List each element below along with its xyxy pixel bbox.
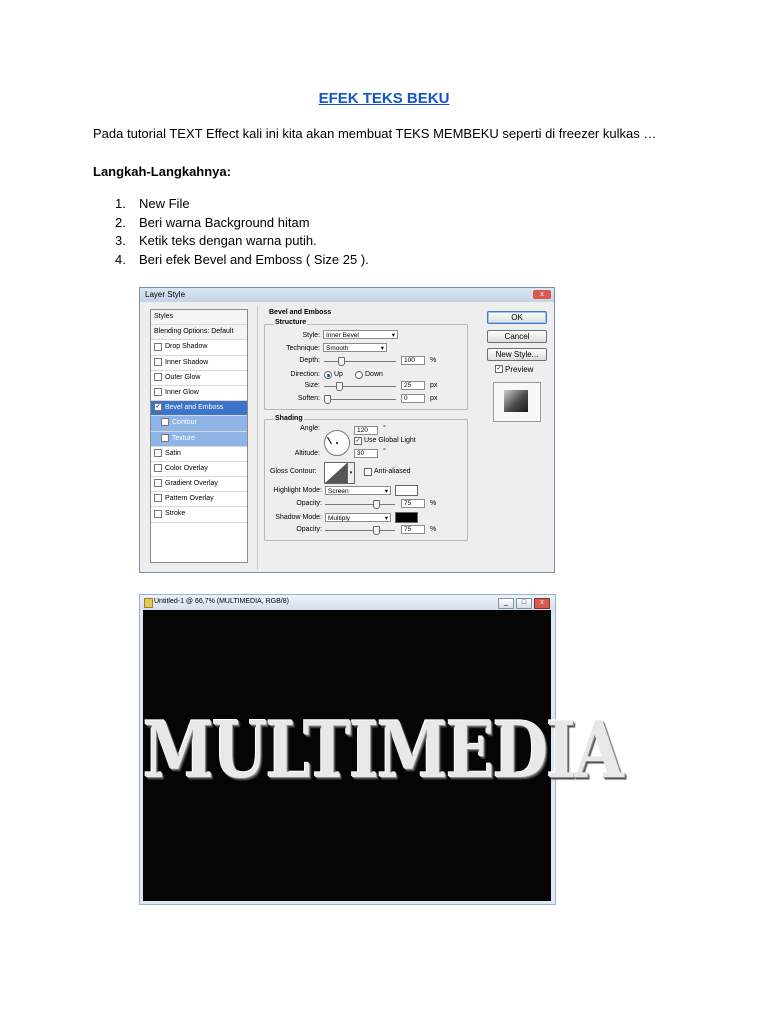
direction-label: Direction: xyxy=(290,371,320,378)
chevron-down-icon[interactable]: ▾ xyxy=(347,462,355,484)
preview-image xyxy=(504,390,528,412)
style-item-color-overlay[interactable] xyxy=(151,462,247,477)
preview-label: Preview xyxy=(505,365,534,374)
style-item-stroke[interactable] xyxy=(151,507,247,522)
bevel-style-select[interactable] xyxy=(323,330,398,339)
preview-thumbnail xyxy=(493,382,541,422)
slider-thumb[interactable] xyxy=(373,500,380,509)
gloss-contour-swatch[interactable] xyxy=(324,462,348,484)
shadow-mode-value: Multiply xyxy=(328,515,351,522)
size-unit: px xyxy=(430,382,438,389)
style-item-drop-shadow[interactable] xyxy=(151,340,247,355)
step-text: Beri warna Background hitam xyxy=(139,214,310,230)
checkbox-icon[interactable] xyxy=(154,373,162,381)
shadow-opacity-label: Opacity: xyxy=(296,526,322,533)
close-icon[interactable]: x xyxy=(534,598,550,609)
technique-label: Technique: xyxy=(286,345,320,352)
checkbox-icon[interactable] xyxy=(154,510,162,518)
preview-checkbox[interactable]: ✓ xyxy=(496,366,502,372)
checkbox-icon[interactable] xyxy=(161,434,169,442)
altitude-unit: ° xyxy=(383,448,386,455)
highlight-opacity-label: Opacity: xyxy=(296,500,322,507)
style-item-inner-glow[interactable] xyxy=(151,386,247,401)
soften-input[interactable]: 0 xyxy=(401,394,425,403)
shadow-mode-select[interactable] xyxy=(325,513,391,522)
chevron-down-icon: ▾ xyxy=(384,488,388,495)
shading-label: Shading xyxy=(275,415,303,422)
checkbox-icon[interactable] xyxy=(154,358,162,366)
highlight-mode-value: Screen xyxy=(328,488,349,495)
direction-down-label: Down xyxy=(365,371,383,378)
angle-input[interactable]: 120 xyxy=(354,426,378,435)
highlight-mode-label: Highlight Mode: xyxy=(273,487,322,494)
step-text: New File xyxy=(139,196,190,211)
checkbox-icon[interactable] xyxy=(154,343,162,351)
angle-dial[interactable] xyxy=(324,430,350,456)
ok-button[interactable]: OK xyxy=(487,311,547,324)
maximize-icon[interactable]: □ xyxy=(516,598,532,609)
depth-unit: % xyxy=(430,357,437,364)
layer-style-dialog xyxy=(139,287,555,573)
style-item-label: Inner Glow xyxy=(165,388,199,396)
slider-thumb[interactable] xyxy=(324,395,331,404)
shadow-mode-label: Shadow Mode: xyxy=(275,514,322,521)
style-item-label: Satin xyxy=(165,449,181,457)
style-item-bevel-emboss[interactable] xyxy=(151,401,247,416)
style-item-label: Gradient Overlay xyxy=(165,480,218,488)
intro-paragraph: Pada tutorial TEXT Effect kali ini kita akan membuat TEKS MEMBEKU seperti di freezer kulkas … xyxy=(93,126,657,141)
anti-aliased-checkbox[interactable] xyxy=(364,468,372,476)
window-titlebar xyxy=(140,595,555,610)
technique-select[interactable] xyxy=(323,343,387,352)
canvas-window xyxy=(139,594,622,905)
new-style-button[interactable]: New Style... xyxy=(487,348,547,361)
step-number: 1. xyxy=(115,196,126,211)
list-item xyxy=(115,232,369,251)
style-item-satin[interactable] xyxy=(151,447,247,462)
step-text: Beri efek Bevel and Emboss ( Size 25 ). xyxy=(139,251,369,267)
cancel-button[interactable]: Cancel xyxy=(487,330,547,343)
checkbox-icon[interactable] xyxy=(154,479,162,487)
close-icon[interactable]: x xyxy=(533,290,551,299)
angle-label: Angle: xyxy=(300,425,320,432)
shadow-opacity-slider[interactable] xyxy=(325,530,395,531)
section-title: Bevel and Emboss xyxy=(269,309,332,316)
shadow-color-swatch[interactable] xyxy=(395,512,418,523)
style-item-label: Bevel and Emboss xyxy=(165,404,224,412)
style-item-pattern-overlay[interactable] xyxy=(151,492,247,507)
page-title[interactable]: EFEK TEKS BEKU xyxy=(318,90,450,107)
steps-heading: Langkah-Langkahnya: xyxy=(93,164,231,179)
chevron-down-icon: ▾ xyxy=(380,345,384,352)
minimize-icon[interactable]: _ xyxy=(498,598,514,609)
direction-up-radio[interactable] xyxy=(324,371,332,379)
gloss-contour-label: Gloss Contour: xyxy=(270,468,317,475)
structure-label: Structure xyxy=(275,319,307,326)
style-item-label: Outer Glow xyxy=(165,373,201,381)
window-title: Untitled-1 @ 66,7% (MULTIMEDIA, RGB/8) xyxy=(154,598,289,605)
dialog-title: Layer Style xyxy=(145,290,186,299)
list-item xyxy=(115,195,369,214)
altitude-input[interactable]: 30 xyxy=(354,449,378,458)
style-item-label: Color Overlay xyxy=(165,464,208,472)
step-text: Ketik teks dengan warna putih. xyxy=(139,233,317,248)
direction-up-label: Up xyxy=(334,371,343,378)
chevron-down-icon: ▾ xyxy=(384,515,388,522)
document-icon xyxy=(144,598,153,608)
dialog-titlebar xyxy=(140,288,554,302)
checkbox-icon[interactable] xyxy=(154,388,162,396)
divider xyxy=(257,306,258,570)
soften-label: Soften: xyxy=(297,395,320,402)
checkbox-icon[interactable] xyxy=(154,494,162,502)
highlight-opacity-slider[interactable] xyxy=(325,504,395,505)
shadow-opacity-unit: % xyxy=(430,526,437,533)
list-item xyxy=(115,251,369,270)
style-item-label: Drop Shadow xyxy=(165,343,208,351)
size-slider[interactable] xyxy=(324,386,396,387)
highlight-color-swatch[interactable] xyxy=(395,485,418,496)
style-item-label: Pattern Overlay xyxy=(165,495,214,503)
list-item xyxy=(115,214,369,233)
depth-slider[interactable] xyxy=(324,361,396,362)
altitude-label: Altitude: xyxy=(294,450,320,457)
highlight-opacity-unit: % xyxy=(430,500,437,507)
size-input[interactable]: 25 xyxy=(401,381,425,390)
style-item-gradient-overlay[interactable] xyxy=(151,477,247,492)
size-label: Size: xyxy=(304,382,320,389)
canvas-text: MULTIMEDIA xyxy=(143,705,622,797)
angle-unit: ° xyxy=(383,425,386,432)
slider-thumb[interactable] xyxy=(373,526,380,535)
style-item-outer-glow[interactable] xyxy=(151,371,247,386)
soften-unit: px xyxy=(430,395,438,402)
style-label: Style: xyxy=(302,332,320,339)
contour-curve-icon xyxy=(325,463,347,483)
style-item-inner-shadow[interactable] xyxy=(151,356,247,371)
checkbox-icon[interactable] xyxy=(154,464,162,472)
slider-thumb[interactable] xyxy=(336,382,343,391)
canvas-area[interactable] xyxy=(143,610,622,901)
style-item-texture[interactable] xyxy=(151,432,247,447)
direction-down-radio[interactable] xyxy=(355,371,363,379)
highlight-opacity-input[interactable]: 75 xyxy=(401,499,425,508)
depth-label: Depth: xyxy=(299,357,320,364)
depth-input[interactable]: 100 xyxy=(401,356,425,365)
step-number: 2. xyxy=(115,214,126,230)
shadow-opacity-input[interactable]: 75 xyxy=(401,525,425,534)
checkbox-icon[interactable] xyxy=(161,418,169,426)
bevel-style-value: Inner Bevel xyxy=(326,332,359,339)
highlight-mode-select[interactable] xyxy=(325,486,391,495)
angle-hand xyxy=(327,437,332,444)
slider-thumb[interactable] xyxy=(338,357,345,366)
angle-center xyxy=(336,442,338,444)
use-global-light-checkbox[interactable]: ✓ xyxy=(355,438,361,444)
checkbox-icon[interactable] xyxy=(154,449,162,457)
step-number: 3. xyxy=(115,233,126,248)
use-global-light-label: Use Global Light xyxy=(364,437,416,444)
technique-value: Smooth xyxy=(326,345,349,352)
styles-list xyxy=(150,309,248,563)
blending-options-item[interactable]: Blending Options: Default xyxy=(151,325,247,340)
style-item-label: Inner Shadow xyxy=(165,358,209,366)
style-item-contour[interactable] xyxy=(151,416,247,431)
style-item-label: Contour xyxy=(172,419,197,427)
soften-slider[interactable] xyxy=(324,399,396,400)
styles-header[interactable]: Styles xyxy=(151,310,247,325)
chevron-down-icon: ▾ xyxy=(391,332,395,339)
steps-list xyxy=(115,195,369,269)
step-number: 4. xyxy=(115,251,126,267)
style-item-label: Stroke xyxy=(165,510,186,518)
checkbox-checked-icon[interactable]: ✓ xyxy=(155,404,161,411)
style-item-label: Texture xyxy=(172,434,195,442)
anti-aliased-label: Anti-aliased xyxy=(374,468,411,475)
